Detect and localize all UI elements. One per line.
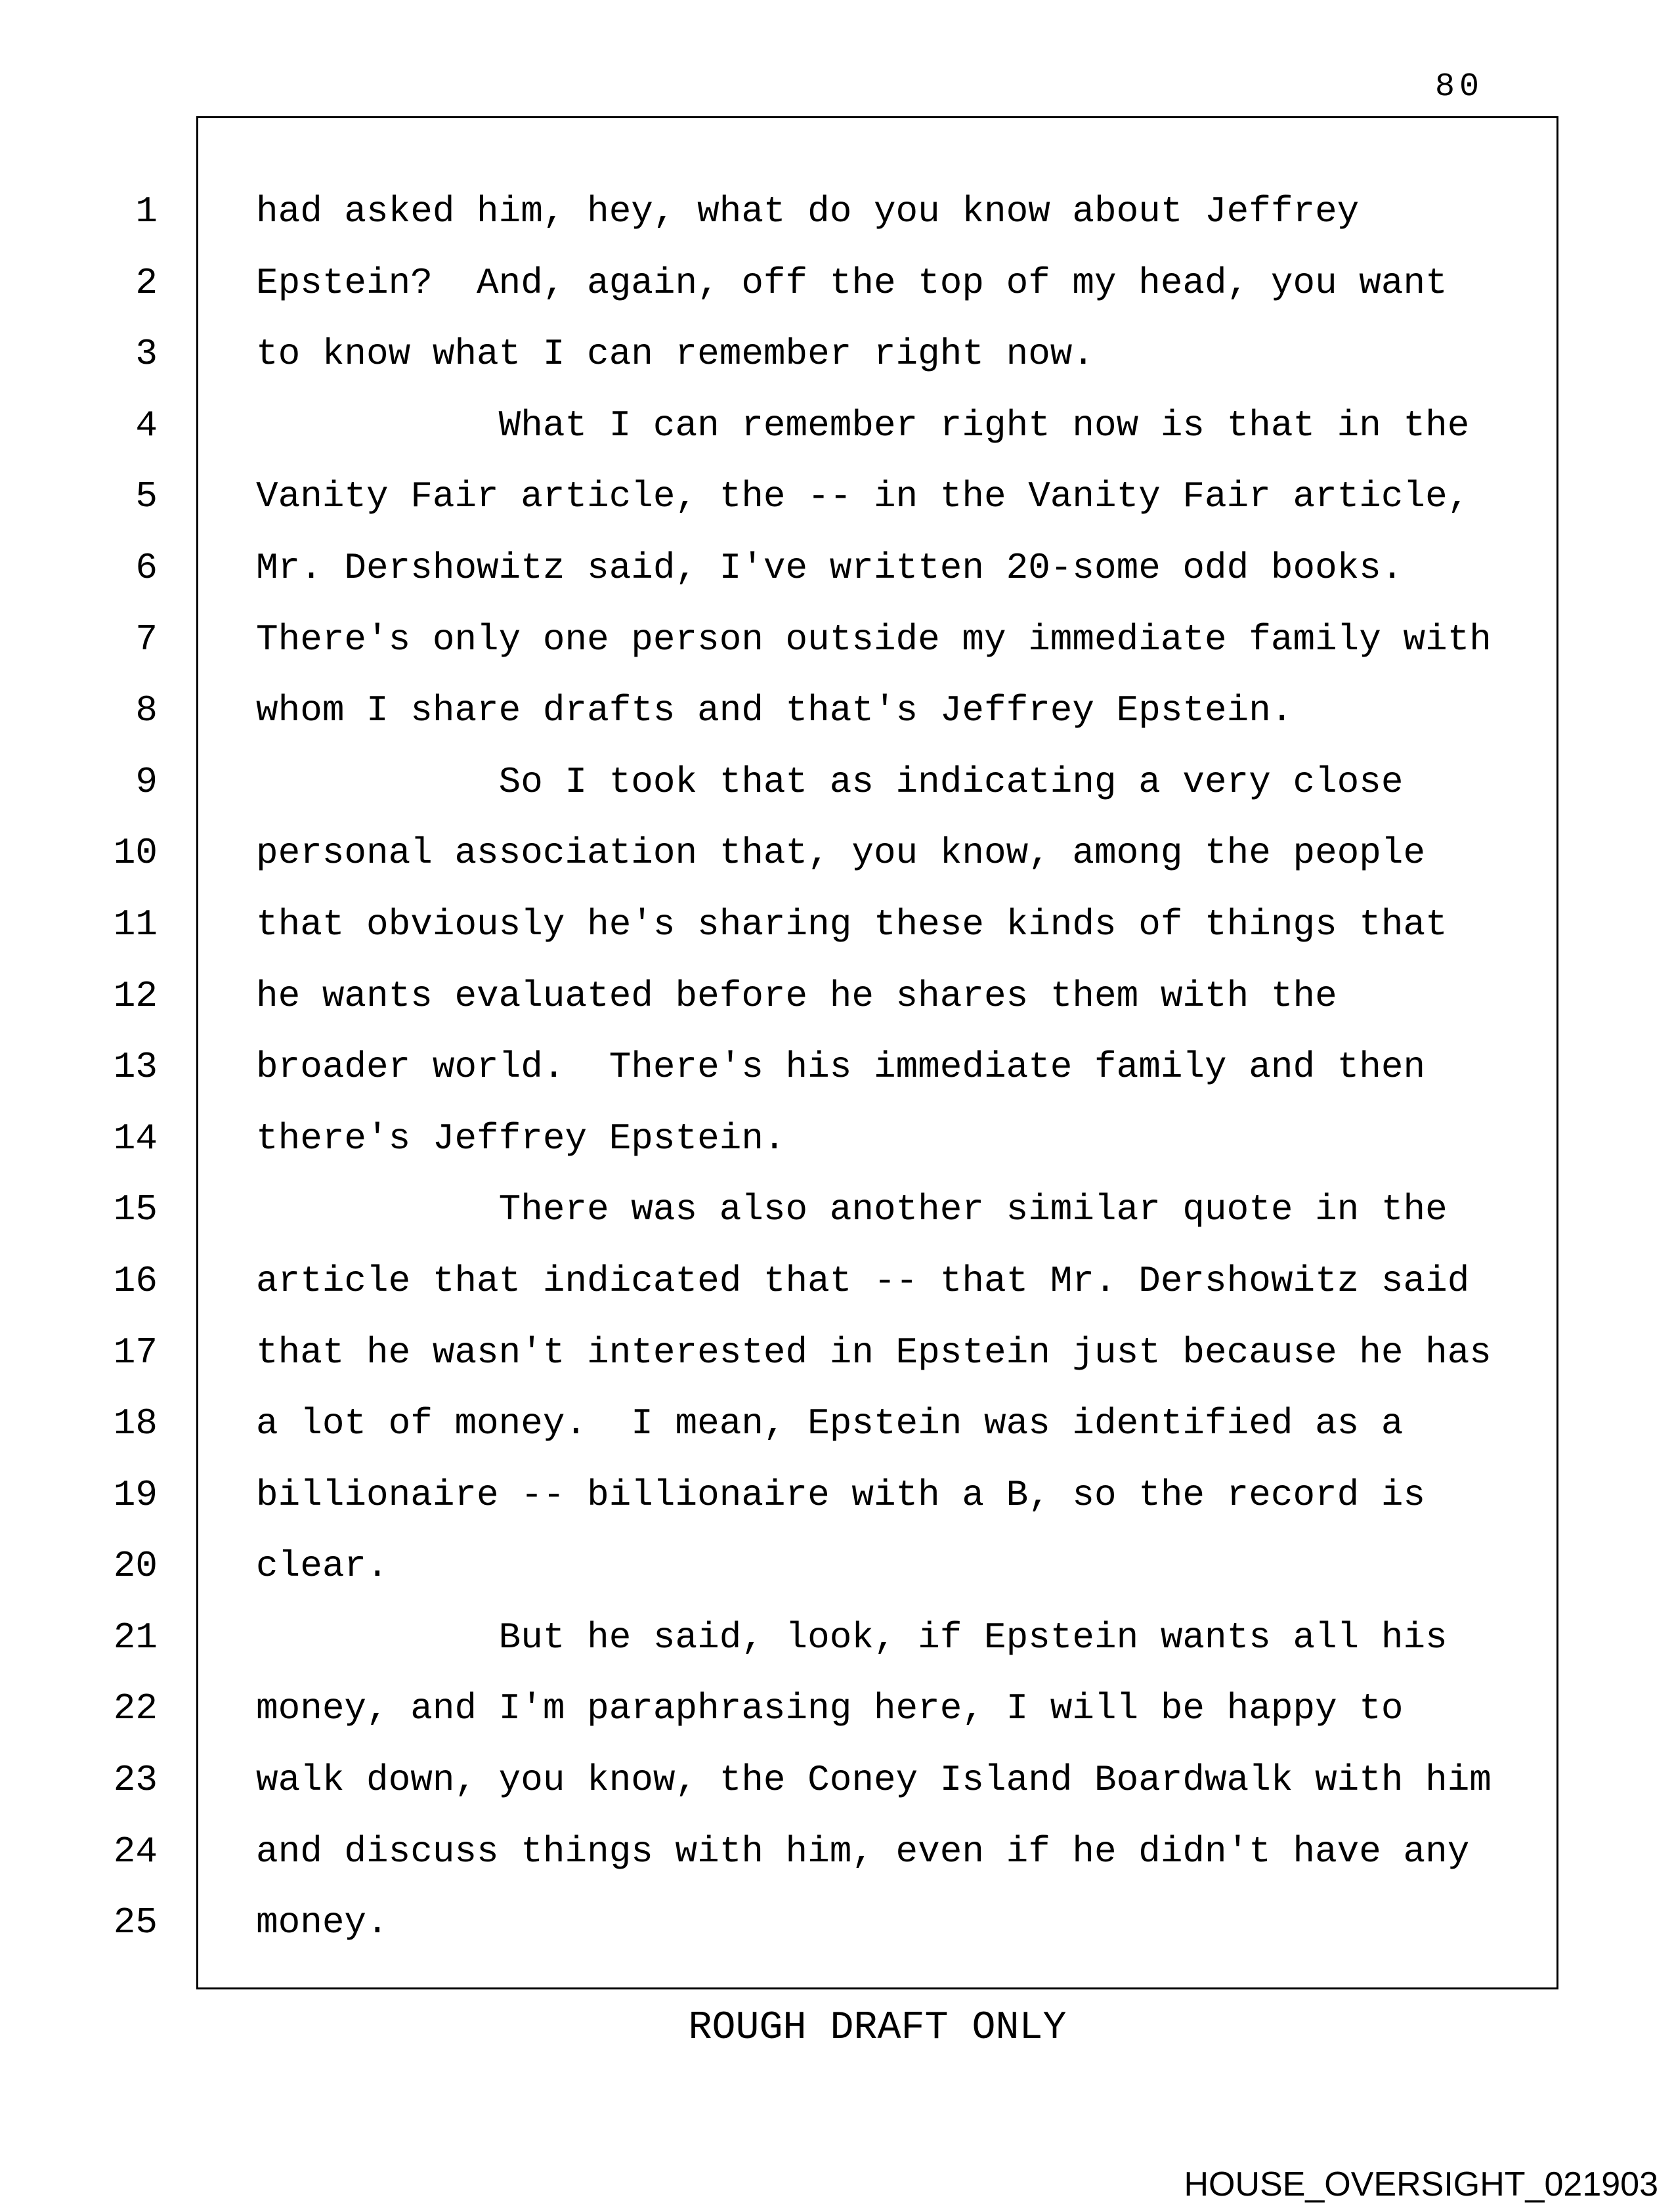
line-text: But he said, look, if Epstein wants all his	[256, 1616, 1448, 1659]
line-text: had asked him, hey, what do you know about Jeffrey	[256, 190, 1360, 232]
line-number: 8	[135, 689, 158, 732]
transcript-line	[0, 390, 1674, 462]
line-number: 7	[135, 618, 158, 661]
line-text: money, and I'm paraphrasing here, I will be happy to	[256, 1687, 1404, 1730]
line-number: 12	[113, 974, 158, 1017]
transcript-line	[0, 889, 1674, 961]
line-number: 3	[135, 333, 158, 376]
line-text: So I took that as indicating a very close	[256, 760, 1404, 803]
transcript-line	[0, 461, 1674, 532]
transcript-line	[0, 747, 1674, 818]
line-number: 14	[113, 1117, 158, 1160]
transcript-line	[0, 1887, 1674, 1959]
line-number: 1	[135, 190, 158, 232]
line-number: 11	[113, 903, 158, 945]
transcript-line	[0, 1031, 1674, 1103]
line-text: personal association that, you know, among the people	[256, 832, 1426, 875]
transcript-line	[0, 532, 1674, 604]
line-number: 21	[113, 1616, 158, 1659]
transcript-line	[0, 1246, 1674, 1317]
line-number: 18	[113, 1402, 158, 1445]
line-number: 19	[113, 1473, 158, 1516]
rough-draft-label: ROUGH DRAFT ONLY	[688, 2006, 1067, 2050]
transcript-line	[0, 1602, 1674, 1674]
line-text: to know what I can remember right now.	[256, 333, 1095, 376]
transcript-lines	[0, 176, 1674, 1959]
transcript-line	[0, 1530, 1674, 1602]
transcript-line	[0, 248, 1674, 319]
line-text: There was also another similar quote in the	[256, 1188, 1448, 1231]
line-text: article that indicated that -- that Mr. Dershowitz said	[256, 1259, 1470, 1302]
bates-stamp: HOUSE_OVERSIGHT_021903	[1184, 2165, 1658, 2203]
line-text: broader world. There's his immediate family and then	[256, 1046, 1426, 1089]
line-number: 9	[135, 760, 158, 803]
line-text: there's Jeffrey Epstein.	[256, 1117, 786, 1160]
line-text: What I can remember right now is that in the	[256, 404, 1470, 446]
line-text: and discuss things with him, even if he didn't have any	[256, 1830, 1470, 1873]
transcript-line	[0, 961, 1674, 1032]
line-number: 5	[135, 475, 158, 518]
line-number: 15	[113, 1188, 158, 1231]
transcript-line	[0, 318, 1674, 390]
line-number: 22	[113, 1687, 158, 1730]
line-number: 10	[113, 832, 158, 875]
transcript-line	[0, 1317, 1674, 1389]
line-number: 17	[113, 1331, 158, 1374]
line-text: he wants evaluated before he shares them with the	[256, 974, 1337, 1017]
transcript-line	[0, 1103, 1674, 1175]
transcript-line	[0, 176, 1674, 248]
transcript-line	[0, 1673, 1674, 1745]
line-text: money.	[256, 1901, 389, 1944]
line-text: that he wasn't interested in Epstein just because he has	[256, 1331, 1492, 1374]
line-number: 20	[113, 1545, 158, 1588]
line-text: a lot of money. I mean, Epstein was identified as a	[256, 1402, 1404, 1445]
transcript-line	[0, 1388, 1674, 1460]
line-number: 13	[113, 1046, 158, 1089]
line-text: that obviously he's sharing these kinds of things that	[256, 903, 1448, 945]
transcript-line	[0, 1460, 1674, 1531]
line-text: clear.	[256, 1545, 389, 1588]
line-number: 6	[135, 546, 158, 589]
line-text: Epstein? And, again, off the top of my head, you want	[256, 261, 1448, 304]
transcript-line	[0, 817, 1674, 889]
line-text: walk down, you know, the Coney Island Boardwalk with him	[256, 1759, 1492, 1802]
line-number: 23	[113, 1759, 158, 1802]
transcript-line	[0, 675, 1674, 747]
line-number: 16	[113, 1259, 158, 1302]
transcript-line	[0, 1745, 1674, 1816]
line-number: 25	[113, 1901, 158, 1944]
line-text: whom I share drafts and that's Jeffrey Epstein.	[256, 689, 1293, 732]
transcript-line	[0, 1174, 1674, 1246]
line-text: Vanity Fair article, the -- in the Vanity Fair article,	[256, 475, 1470, 518]
line-number: 24	[113, 1830, 158, 1873]
line-number: 2	[135, 261, 158, 304]
line-text: billionaire -- billionaire with a B, so the record is	[256, 1473, 1426, 1516]
line-number: 4	[135, 404, 158, 446]
transcript-line	[0, 604, 1674, 676]
line-text: Mr. Dershowitz said, I've written 20-some odd books.	[256, 546, 1404, 589]
page-number: 80	[1435, 68, 1484, 106]
transcript-line	[0, 1816, 1674, 1888]
line-text: There's only one person outside my immediate family with	[256, 618, 1492, 661]
